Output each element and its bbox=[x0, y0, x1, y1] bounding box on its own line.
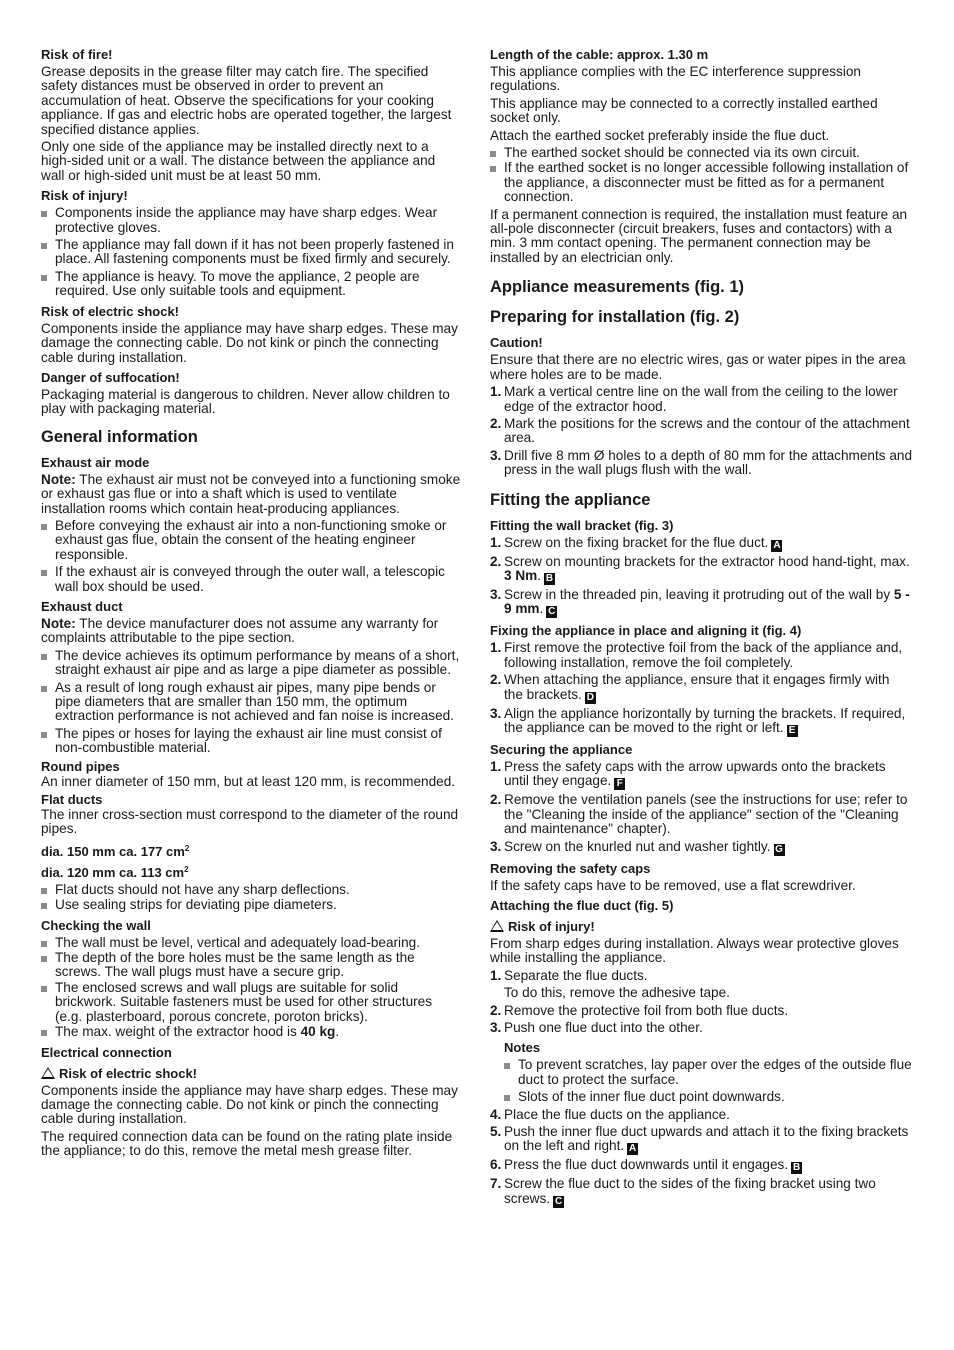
fig-label-b: B bbox=[793, 1162, 801, 1174]
list-item: To prevent scratches, lay paper over the edges of the outside flue duct to protect the surface. bbox=[504, 1058, 912, 1087]
list-item: As a result of long rough exhaust air pipes, many pipe bends or pipe diameters that are smaller than 150 mm, the optimum extraction performance is not achieved and fan noise is increased. bbox=[41, 681, 461, 724]
heading-caution: Caution! bbox=[490, 335, 543, 351]
list-item: 1. Screw on the fixing bracket for the flue duct. A bbox=[490, 534, 781, 551]
note-label: Note: bbox=[41, 471, 76, 487]
bullet-list bbox=[504, 1058, 912, 1104]
heading-risk-of-fire: Risk of fire! bbox=[41, 47, 113, 62]
bullet-list bbox=[41, 883, 461, 913]
paragraph: From sharp edges during installation. Always wear protective gloves while installing the appliance. bbox=[490, 936, 899, 966]
heading-notes: Notes bbox=[504, 1040, 541, 1056]
list-item: Components inside the appliance may have sharp edges. Wear protective gloves. bbox=[41, 206, 461, 235]
heading-danger-of-suffocation: Danger of suffocation! bbox=[41, 369, 180, 385]
dia-120: dia. 120 mm ca. 113 $cm^2$ bbox=[41, 864, 189, 880]
numbered-list bbox=[490, 641, 912, 737]
heading-fitting-wall-bracket: Fitting the wall bracket (fig. 3) bbox=[490, 517, 674, 533]
list-item: 3. Drill five 8 mm Ø holes to a depth of 80 mm for the attachments and press in the wall plugs flush with the wall. bbox=[490, 447, 912, 478]
list-item: 5. Push the inner flue duct upwards and attach it to the fixing brackets on the left and right. A bbox=[490, 1124, 909, 1155]
list-item: If the exhaust air is conveyed through the outer wall, a telescopic wall box should be used. bbox=[41, 565, 461, 594]
paragraph: Components inside the appliance may have sharp edges. These may damage the connecting cable. Do not kink or pinch the connecting cable during installation. bbox=[41, 1082, 458, 1127]
list-item: The device achieves its optimum performance by means of a short, straight exhaust air pipe and as large a pipe diameter as possible. bbox=[41, 649, 461, 678]
list-item: The pipes or hoses for laying the exhaust air line must consist of non-combustible material. bbox=[41, 727, 461, 756]
bullet-list bbox=[490, 146, 912, 205]
list-item: Use sealing strips for deviating pipe diameters. bbox=[41, 898, 461, 912]
heading-exhaust-air-mode: Exhaust air mode bbox=[41, 454, 150, 470]
warning-triangle-icon bbox=[41, 1067, 55, 1079]
list-item: The appliance may fall down if it has not been properly fastened in place. All fastening components must be fixed firmly and securely. bbox=[41, 238, 461, 267]
list-item: 1. First remove the protective foil from the back of the appliance and, following installation, remove the foil completely. bbox=[490, 640, 903, 670]
numbered-list bbox=[490, 1004, 912, 1036]
numbered-list bbox=[490, 760, 912, 856]
list-item: 3. Align the appliance horizontally by turning the brackets. If required, the appliance can be moved to the right or left. E bbox=[490, 705, 906, 736]
paragraph: This appliance may be connected to a correctly installed earthed socket only. bbox=[490, 95, 878, 126]
paragraph: Grease deposits in the grease filter may catch fire. The specified safety distances must be observed in order to prevent an accumulation of heat. Observe the specifications for your cooking appliance. If gas and electric hobs are operated together, the largest specified distance applies. bbox=[41, 64, 452, 137]
fig-label-c: C bbox=[548, 606, 556, 618]
numbered-list bbox=[490, 969, 912, 983]
list-item: The enclosed screws and wall plugs are suitable for solid brickwork. Suitable fasteners must be used for other structures (e.g. plasterboard, porous concrete, poroton bricks). bbox=[41, 981, 461, 1024]
heading-risk-of-injury: Risk of injury! bbox=[41, 188, 128, 204]
paragraph: Attach the earthed socket preferably inside the flue duct. bbox=[490, 127, 830, 143]
list-item: 4. Place the flue ducts on the appliance. bbox=[490, 1106, 730, 1122]
list-item: 2. Remove the ventilation panels (see the instructions for use; refer to the "Cleaning the inside of the appliance" section of the "Cleaning and maintenance" chapter). bbox=[490, 792, 908, 837]
list-item: 3. Screw in the threaded pin, leaving it protruding out of the wall by 5 - 9 mm. C bbox=[490, 586, 910, 618]
bullet-list bbox=[41, 519, 461, 594]
list-item: The depth of the bore holes must be the same length as the screws. The wall plugs must have a secure grip. bbox=[41, 951, 461, 980]
left-column bbox=[41, 42, 461, 1162]
section-appliance-measurements: Appliance measurements (fig. 1) bbox=[490, 278, 744, 297]
list-item: The wall must be level, vertical and adequately load-bearing. bbox=[41, 936, 461, 950]
right-column bbox=[490, 42, 912, 1211]
list-item: 3. Screw on the knurled nut and washer tightly. G bbox=[490, 838, 783, 855]
paragraph: Only one side of the appliance may be installed directly next to a high-sided unit or a wall. The distance between the appliance and wall or high-sided unit must be at least 50 mm. bbox=[41, 139, 436, 183]
list-item: Flat ducts should not have any sharp deflections. bbox=[41, 883, 461, 897]
dia-150: dia. 150 mm ca. 177 $cm^2$ bbox=[41, 843, 190, 859]
heading-checking-the-wall: Checking the wall bbox=[41, 917, 151, 933]
bullet-list bbox=[41, 649, 461, 756]
list-item: 6. Press the flue duct downwards until it engages. B bbox=[490, 1157, 801, 1174]
note-paragraph bbox=[41, 617, 461, 646]
paragraph: Ensure that there are no electric wires, gas or water pipes in the area where holes are to be made. bbox=[490, 352, 906, 382]
list-item: 3. Push one flue duct into the other. bbox=[490, 1020, 703, 1036]
fig-label-f: F bbox=[614, 778, 625, 790]
list-item: The appliance is heavy. To move the appliance, 2 people are required. Use only suitable tools and equipment. bbox=[41, 270, 461, 299]
list-item: 2. Remove the protective foil from both flue ducts. bbox=[490, 1002, 789, 1018]
warning-triangle-icon bbox=[490, 920, 504, 932]
list-item: 1. Press the safety caps with the arrow upwards onto the brackets until they engage. F bbox=[490, 758, 886, 790]
section-preparing-for-installation: Preparing for installation (fig. 2) bbox=[490, 308, 740, 327]
fig-label-g: G bbox=[775, 843, 783, 855]
fig-label-c: C bbox=[554, 1195, 563, 1207]
note-paragraph bbox=[41, 473, 461, 516]
heading-fixing-and-aligning: Fixing the appliance in place and aligning it (fig. 4) bbox=[490, 623, 802, 639]
list-item: 1. Mark a vertical centre line on the wall from the ceiling to the lower edge of the extractor hood. bbox=[490, 384, 898, 414]
list-item: 2. Screw on mounting brackets for the extractor hood hand-tight, max. 3 Nm. B bbox=[490, 553, 910, 584]
list-item: 7. Screw the flue duct to the sides of the fixing bracket using two screws. C bbox=[490, 1176, 876, 1207]
fig-label-b: B bbox=[545, 572, 554, 584]
warning-heading: Risk of electric shock! bbox=[41, 1066, 461, 1082]
list-item: 2. Mark the positions for the screws and the contour of the attachment area. bbox=[490, 415, 910, 446]
list-item: The earthed socket should be connected via its own circuit. bbox=[490, 146, 912, 160]
list-item: The max. weight of the extractor hood is 40 kg. bbox=[41, 1025, 461, 1039]
warning-heading: Risk of injury! bbox=[490, 919, 912, 935]
heading-exhaust-duct: Exhaust duct bbox=[41, 598, 123, 614]
paragraph: An inner diameter of 150 mm, but at least 120 mm, is recommended. bbox=[41, 773, 456, 789]
numbered-list bbox=[490, 385, 912, 477]
bullet-list bbox=[41, 206, 461, 298]
heading-cable-length: Length of the cable: approx. 1.30 m bbox=[490, 47, 709, 62]
paragraph: The inner cross-section must correspond to the diameter of the round pipes. bbox=[41, 807, 459, 837]
fig-label-a: A bbox=[629, 1143, 637, 1155]
section-general-information: General information bbox=[41, 427, 198, 446]
fig-label-e: E bbox=[787, 725, 798, 737]
numbered-list bbox=[490, 536, 912, 619]
paragraph: Components inside the appliance may have sharp edges. These may damage the connecting cable. Do not kink or pinch the connecting cable during installation. bbox=[41, 320, 458, 365]
heading-flat-ducts: Flat ducts bbox=[41, 792, 103, 808]
list-item: Slots of the inner flue duct point downwards. bbox=[504, 1090, 912, 1104]
fig-label-a: A bbox=[773, 539, 781, 551]
numbered-list bbox=[490, 1108, 912, 1208]
bullet-list bbox=[41, 936, 461, 1040]
fig-label-d: D bbox=[586, 691, 594, 703]
notes-block bbox=[490, 1040, 912, 1104]
paragraph: The required connection data can be found on the rating plate inside the appliance; to do this, remove the metal mesh grease filter. bbox=[41, 1128, 453, 1159]
heading-electrical-connection: Electrical connection bbox=[41, 1044, 172, 1060]
heading-risk-of-electric-shock: Risk of electric shock! bbox=[41, 303, 179, 319]
section-fitting-the-appliance: Fitting the appliance bbox=[490, 490, 651, 509]
note-label: Note: bbox=[41, 615, 76, 631]
paragraph: Packaging material is dangerous to children. Never allow children to play with packaging material. bbox=[41, 386, 450, 417]
heading-attaching-flue-duct: Attaching the flue duct (fig. 5) bbox=[490, 898, 674, 913]
heading-round-pipes: Round pipes bbox=[41, 758, 120, 774]
list-item: If the earthed socket is no longer accessible following installation of the appliance, a disconnecter must be fitted as for a permanent connection. bbox=[490, 161, 912, 204]
heading-securing-the-appliance: Securing the appliance bbox=[490, 741, 633, 757]
paragraph: To do this, remove the adhesive tape. bbox=[504, 985, 730, 1001]
list-item: 1. Separate the flue ducts. bbox=[490, 967, 648, 983]
paragraph: If a permanent connection is required, the installation must feature an all-pole disconnecter (circuit breakers, fuses and contactors) with a min. 3 mm contact opening. The permanent connection may be installed by an electrician only. bbox=[490, 206, 908, 265]
list-item: 2. When attaching the appliance, ensure that it engages firmly with the brackets. D bbox=[490, 672, 890, 703]
list-item: Before conveying the exhaust air into a non-functioning smoke or exhaust gas flue, obtain the consent of the heating engineer responsible. bbox=[41, 519, 461, 562]
note-text: The exhaust air must not be conveyed into a functioning smoke or exhaust gas flue or into a shaft which is used to ventilate installation rooms which contain heat-producing appliances. bbox=[41, 471, 461, 516]
heading-removing-safety-caps: Removing the safety caps bbox=[490, 860, 651, 876]
note-text: The device manufacturer does not assume any warranty for complaints attributable to the pipe section. bbox=[41, 615, 439, 646]
paragraph: This appliance complies with the EC interference suppression regulations. bbox=[490, 64, 861, 94]
paragraph: If the safety caps have to be removed, use a flat screwdriver. bbox=[490, 877, 856, 893]
